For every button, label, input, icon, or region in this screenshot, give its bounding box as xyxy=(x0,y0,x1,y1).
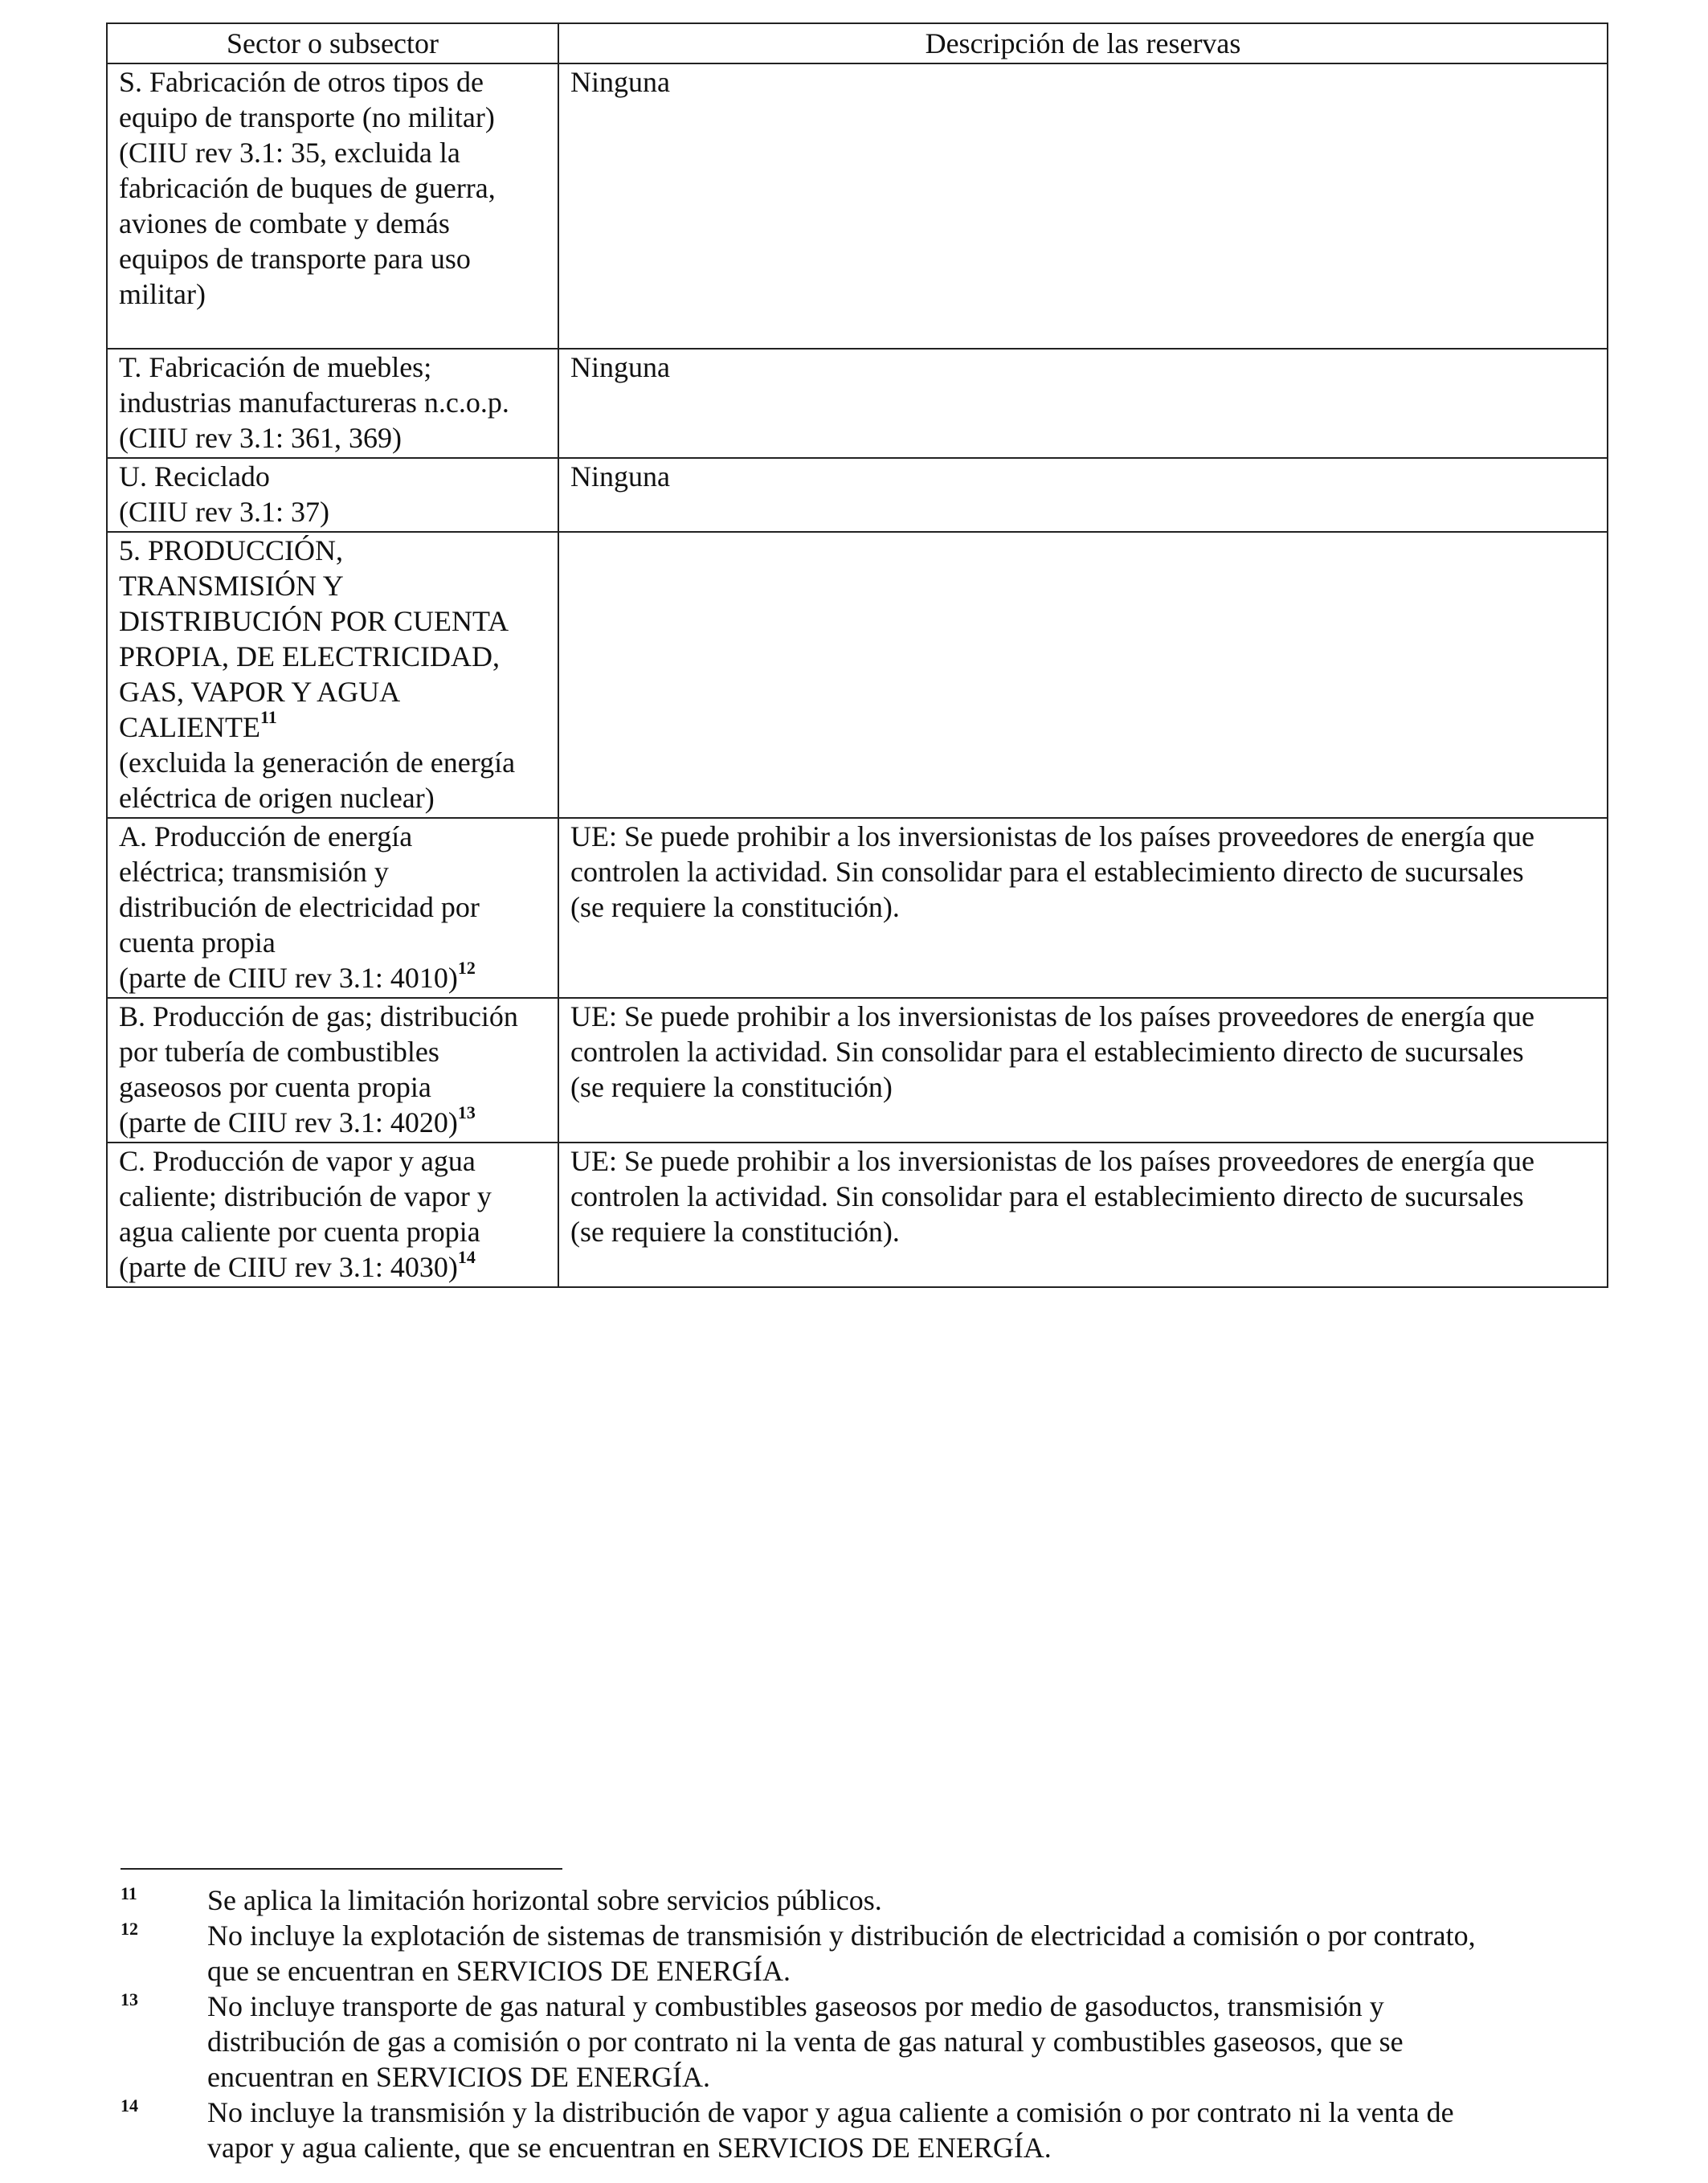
sector-cell xyxy=(107,349,558,458)
sector-cell xyxy=(107,818,558,998)
footnote-ref: 11 xyxy=(259,707,277,727)
reservation-description: UE: Se puede prohibir a los inversionistas de los países proveedores de energía que controlen la actividad. Sin consolidar para el establecimiento directo de sucursales (se requiere la constitución). xyxy=(570,1145,1535,1248)
footnote-number: 11 xyxy=(121,1883,137,1903)
footnote-ref: 12 xyxy=(457,958,476,978)
footnote-text: No incluye la explotación de sistemas de transmisión y distribución de electricidad a comisión o por contrato, que se encuentran en SERVICIOS DE ENERGÍA. xyxy=(207,1919,1476,1987)
sector-label: U. Reciclado (CIIU rev 3.1: 37) xyxy=(119,460,329,528)
footnote-number: 14 xyxy=(121,2095,138,2116)
table-row xyxy=(107,458,1608,532)
footnote-number: 13 xyxy=(121,1989,138,2009)
description-cell xyxy=(558,532,1608,818)
footnote-text: Se aplica la limitación horizontal sobre servicios públicos. xyxy=(207,1884,882,1916)
table-row xyxy=(107,63,1608,349)
table-header-row xyxy=(107,23,1608,63)
sector-note: (excluida la generación de energía eléctrica de origen nuclear) xyxy=(119,746,516,814)
sector-label: T. Fabricación de muebles; industrias manufactureras n.c.o.p. (CIIU rev 3.1: 361, 369) xyxy=(119,351,509,454)
footnote-separator xyxy=(121,1868,562,1870)
footnote xyxy=(121,2095,1599,2165)
footnote xyxy=(121,1989,1599,2095)
footnotes xyxy=(121,1883,1599,2165)
sector-label: S. Fabricación de otros tipos de equipo de transporte (no militar) (CIIU rev 3.1: 35, excluida la fabricación de buques de guerra, aviones de combate y demás equipos de transporte para uso militar) xyxy=(119,66,496,310)
description-cell xyxy=(558,349,1608,458)
sector-cell xyxy=(107,532,558,818)
description-cell xyxy=(558,998,1608,1143)
sector-label: 5. PRODUCCIÓN, TRANSMISIÓN Y DISTRIBUCIÓN POR CUENTA PROPIA, DE ELECTRICIDAD, GAS, VAPOR Y AGUA CALIENTE xyxy=(119,534,509,743)
reservation-description: UE: Se puede prohibir a los inversionistas de los países proveedores de energía que controlen la actividad. Sin consolidar para el establecimiento directo de sucursales (se requiere la constitución). xyxy=(570,820,1535,923)
footnote-ref: 14 xyxy=(457,1247,476,1267)
description-cell xyxy=(558,63,1608,349)
table-row xyxy=(107,532,1608,818)
footnote-number: 12 xyxy=(121,1919,138,1939)
table-row xyxy=(107,998,1608,1143)
footnote xyxy=(121,1883,1599,1918)
footnote-text: No incluye transporte de gas natural y combustibles gaseosos por medio de gasoductos, transmisión y distribución de gas a comisión o por contrato ni la venta de gas natural y combustibles gaseosos, que se encuentran en SERVICIOS DE ENERGÍA. xyxy=(207,1990,1404,2093)
header-sector: Sector o subsector xyxy=(107,23,558,63)
footnote xyxy=(121,1918,1599,1989)
sector-label: B. Producción de gas; distribución por tubería de combustibles gaseosos por cuenta propia (parte de CIIU rev 3.1: 4020) xyxy=(119,1000,518,1139)
description-cell xyxy=(558,818,1608,998)
footnote-text: No incluye la transmisión y la distribución de vapor y agua caliente a comisión o por contrato ni la venta de vapor y agua caliente, que se encuentran en SERVICIOS DE ENERGÍA. xyxy=(207,2096,1454,2164)
sector-label: A. Producción de energía eléctrica; transmisión y distribución de electricidad por cuenta propia (parte de CIIU rev 3.1: 4010) xyxy=(119,820,480,994)
sector-cell xyxy=(107,998,558,1143)
reservation-description: Ninguna xyxy=(570,351,670,383)
table-row xyxy=(107,818,1608,998)
table-row xyxy=(107,349,1608,458)
sector-cell xyxy=(107,1143,558,1287)
sector-cell xyxy=(107,63,558,349)
footnote-ref: 13 xyxy=(457,1102,476,1122)
sector-label: C. Producción de vapor y agua caliente; distribución de vapor y agua caliente por cuenta propia (parte de CIIU rev 3.1: 4030) xyxy=(119,1145,492,1283)
reservations-table xyxy=(106,22,1608,1288)
table-row xyxy=(107,1143,1608,1287)
reservation-description: Ninguna xyxy=(570,66,670,98)
reservation-description: Ninguna xyxy=(570,460,670,493)
reservation-description: UE: Se puede prohibir a los inversionistas de los países proveedores de energía que controlen la actividad. Sin consolidar para el establecimiento directo de sucursales (se requiere la constitución) xyxy=(570,1000,1535,1103)
description-cell xyxy=(558,1143,1608,1287)
sector-cell xyxy=(107,458,558,532)
description-cell xyxy=(558,458,1608,532)
header-description: Descripción de las reservas xyxy=(558,23,1608,63)
